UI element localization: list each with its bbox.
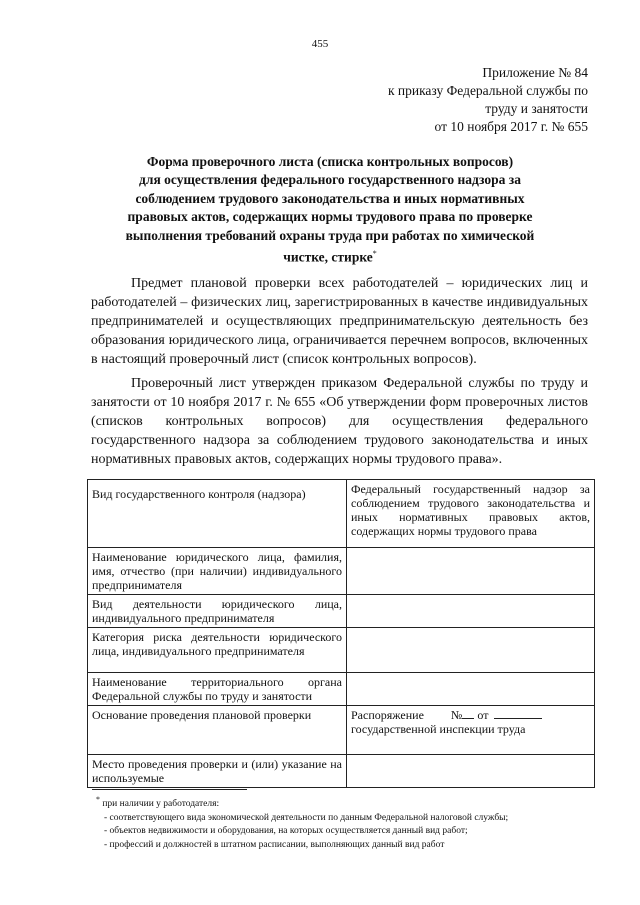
table-row xyxy=(88,706,595,755)
order-label: Распоряжение xyxy=(351,708,424,722)
table-cell-value[interactable] xyxy=(347,755,595,788)
appendix-line: труду и занятости xyxy=(485,101,588,116)
table-cell-value[interactable] xyxy=(347,673,595,706)
title-line: выполнения требований охраны труда при работах по химической xyxy=(125,227,535,243)
appendix-header xyxy=(288,64,588,136)
table-row xyxy=(88,480,595,548)
table-cell-label: Вид деятельности юридического лица, индивидуального предпринимателя xyxy=(88,595,347,628)
table-row xyxy=(88,628,595,673)
page-number: 455 xyxy=(311,38,329,50)
intro-paragraph: Предмет плановой проверки всех работодателей – юридических лиц и работодателей – физических лиц, зарегистрированных в качестве индивидуальных предпринимателей и осуществляющих предпринимательскую деятельность без образования юридического лица, ограничивается перечнем вопросов, включенных в настоящий проверочный лист (список контрольных вопросов). xyxy=(91,276,588,367)
footnote-intro-text: при наличии у работодателя: xyxy=(102,799,220,810)
table-row xyxy=(88,548,595,595)
title-line: для осуществления федерального государственного надзора за xyxy=(139,172,521,188)
table-cell-label: Место проведения проверки и (или) указание на используемые xyxy=(88,755,347,788)
table-cell-value: Федеральный государственный надзор за соблюдением трудового законодательства и иных нормативных правовых актов, содержащих нормы трудового права xyxy=(347,480,595,548)
footnotes xyxy=(96,793,596,853)
title-line: соблюдением трудового законодательства и иных нормативных xyxy=(135,190,525,206)
title-line: Форма проверочного листа (списка контрольных вопросов) xyxy=(146,154,514,169)
footnote-item: - объектов недвижимости и оборудования, на которых осуществляется данный вид работ; xyxy=(104,826,468,837)
approval-paragraph: Проверочный лист утвержден приказом Федеральной службы по труду и занятости от 10 ноября 2017 г. № 655 «Об утверждении форм проверочных листов (списков контрольных вопросов) для осуществления федерального государственного надзора за соблюдением трудового законодательства и иных нормативных правовых актов, содержащих нормы трудового права». xyxy=(91,376,588,467)
footnote-marker: * xyxy=(372,249,377,259)
table-cell-label: Вид государственного контроля (надзора) xyxy=(88,480,347,548)
date-label: от xyxy=(477,708,489,722)
appendix-line: к приказу Федеральной службы по xyxy=(387,83,588,98)
table-cell-label: Категория риска деятельности юридического лица, индивидуального предпринимателя xyxy=(88,628,347,673)
table-cell-label: Основание проведения плановой проверки xyxy=(88,706,347,755)
footnote-item: - соответствующего вида экономической деятельности по данным Федеральной налоговой службы; xyxy=(104,812,509,823)
footnote-intro xyxy=(96,793,596,812)
table-cell-value xyxy=(347,706,595,755)
order-number-blank[interactable] xyxy=(462,708,474,719)
table-row xyxy=(88,595,595,628)
inspection-label: государственной инспекции труда xyxy=(351,722,526,736)
title-line: правовых актов, содержащих нормы трудового права по проверке xyxy=(127,209,533,225)
table-cell-label: Наименование территориального органа Федеральной службы по труду и занятости xyxy=(88,673,347,706)
info-table xyxy=(87,479,595,788)
table-row xyxy=(88,673,595,706)
footnote-item: - профессий и должностей в штатном расписании, выполняющих данный вид работ xyxy=(104,839,445,850)
appendix-line: от 10 ноября 2017 г. № 655 xyxy=(434,119,588,134)
footnote-divider xyxy=(92,789,247,790)
table-cell-value[interactable] xyxy=(347,548,595,595)
table-cell-value[interactable] xyxy=(347,595,595,628)
document-title xyxy=(95,153,565,267)
footnote-marker: * xyxy=(96,795,100,804)
order-date-blank[interactable] xyxy=(494,708,542,719)
table-cell-label: Наименование юридического лица, фамилия, имя, отчество (при наличии) индивидуального предпринимателя xyxy=(88,548,347,595)
appendix-line: Приложение № 84 xyxy=(482,65,588,80)
title-line xyxy=(95,245,565,267)
table-row xyxy=(88,755,595,788)
number-sign: № xyxy=(450,708,463,722)
title-line-text: чистке, стирке xyxy=(283,249,373,265)
table-cell-value[interactable] xyxy=(347,628,595,673)
